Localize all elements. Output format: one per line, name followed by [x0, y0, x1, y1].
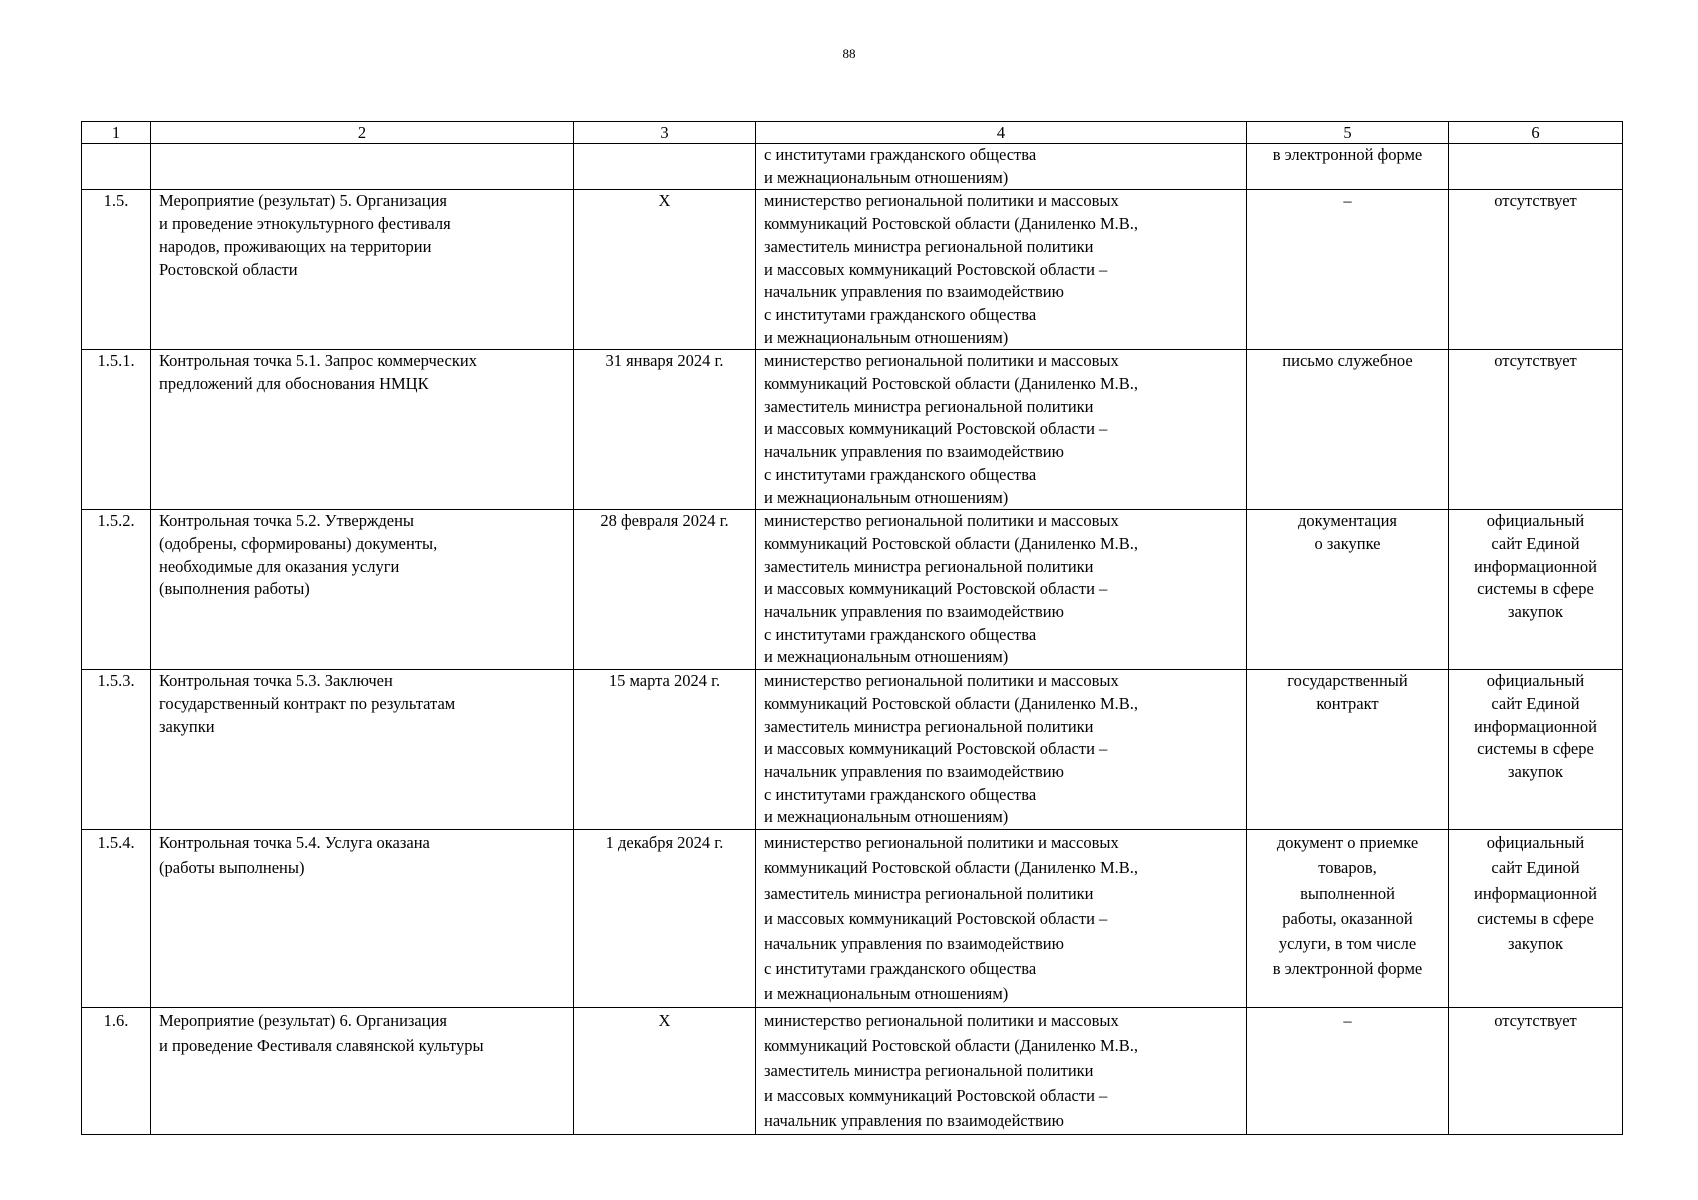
item-document: письмо служебное [1247, 350, 1449, 510]
item-name: Мероприятие (результат) 5. Организация и проведение этнокультурного фестиваля народов, проживающих на территории Ростовской области [151, 190, 574, 350]
item-date: 1 декабря 2024 г. [574, 830, 756, 1007]
item-date: 15 марта 2024 г. [574, 670, 756, 830]
column-header: 2 [151, 122, 574, 144]
column-header: 3 [574, 122, 756, 144]
item-name: Мероприятие (результат) 6. Организация и проведение Фестиваля славянской культуры [151, 1007, 574, 1134]
item-number: 1.5.4. [82, 830, 151, 1007]
item-name: Контрольная точка 5.2. Утверждены (одобрены, сформированы) документы, необходимые для оказания услуги (выполнения работы) [151, 510, 574, 670]
item-info-system: отсутствует [1449, 190, 1623, 350]
item-info-system: отсутствует [1449, 1007, 1623, 1134]
column-number-row [82, 122, 1623, 144]
item-responsible: с институтами гражданского общества и межнациональным отношениям) [756, 144, 1247, 190]
item-name [151, 144, 574, 190]
item-responsible: министерство региональной политики и массовых коммуникаций Ростовской области (Даниленко М.В., заместитель министра региональной политики и массовых коммуникаций Ростовской области – начальник управления по взаимодействию [756, 1007, 1247, 1134]
item-document: документация о закупке [1247, 510, 1449, 670]
item-responsible: министерство региональной политики и массовых коммуникаций Ростовской области (Даниленко М.В., заместитель министра региональной политики и массовых коммуникаций Ростовской области – начальник управления по взаимодействию с институтами гражданского общества и межнациональным отношениям) [756, 510, 1247, 670]
table-row [82, 670, 1623, 830]
item-responsible: министерство региональной политики и массовых коммуникаций Ростовской области (Даниленко М.В., заместитель министра региональной политики и массовых коммуникаций Ростовской области – начальник управления по взаимодействию с институтами гражданского общества и межнациональным отношениям) [756, 190, 1247, 350]
item-document: в электронной форме [1247, 144, 1449, 190]
item-document: государственный контракт [1247, 670, 1449, 830]
item-responsible: министерство региональной политики и массовых коммуникаций Ростовской области (Даниленко М.В., заместитель министра региональной политики и массовых коммуникаций Ростовской области – начальник управления по взаимодействию с институтами гражданского общества и межнациональным отношениям) [756, 670, 1247, 830]
item-info-system [1449, 144, 1623, 190]
item-name: Контрольная точка 5.3. Заключен государственный контракт по результатам закупки [151, 670, 574, 830]
table-row [82, 190, 1623, 350]
column-header: 1 [82, 122, 151, 144]
item-name: Контрольная точка 5.4. Услуга оказана (работы выполнены) [151, 830, 574, 1007]
column-header: 6 [1449, 122, 1623, 144]
item-date: 31 января 2024 г. [574, 350, 756, 510]
table-row [82, 350, 1623, 510]
column-header: 5 [1247, 122, 1449, 144]
item-number [82, 144, 151, 190]
item-name: Контрольная точка 5.1. Запрос коммерческих предложений для обоснования НМЦК [151, 350, 574, 510]
column-header: 4 [756, 122, 1247, 144]
item-date [574, 144, 756, 190]
item-number: 1.5.1. [82, 350, 151, 510]
table-row [82, 1007, 1623, 1134]
item-document: – [1247, 190, 1449, 350]
item-responsible: министерство региональной политики и массовых коммуникаций Ростовской области (Даниленко М.В., заместитель министра региональной политики и массовых коммуникаций Ростовской области – начальник управления по взаимодействию с институтами гражданского общества и межнациональным отношениям) [756, 830, 1247, 1007]
item-number: 1.5.2. [82, 510, 151, 670]
table-row [82, 510, 1623, 670]
item-info-system: официальный сайт Единой информационной системы в сфере закупок [1449, 510, 1623, 670]
page-number: 88 [842, 46, 856, 61]
table-row [82, 830, 1623, 1007]
item-info-system: официальный сайт Единой информационной системы в сфере закупок [1449, 830, 1623, 1007]
item-number: 1.5.3. [82, 670, 151, 830]
item-number: 1.5. [82, 190, 151, 350]
plan-table [81, 121, 1623, 1135]
item-info-system: официальный сайт Единой информационной системы в сфере закупок [1449, 670, 1623, 830]
item-number: 1.6. [82, 1007, 151, 1134]
item-info-system: отсутствует [1449, 350, 1623, 510]
item-document: – [1247, 1007, 1449, 1134]
item-responsible: министерство региональной политики и массовых коммуникаций Ростовской области (Даниленко М.В., заместитель министра региональной политики и массовых коммуникаций Ростовской области – начальник управления по взаимодействию с институтами гражданского общества и межнациональным отношениям) [756, 350, 1247, 510]
table-row [82, 144, 1623, 190]
item-date: Х [574, 1007, 756, 1134]
item-document: документ о приемке товаров, выполненной работы, оказанной услуги, в том числе в электронной форме [1247, 830, 1449, 1007]
item-date: Х [574, 190, 756, 350]
item-date: 28 февраля 2024 г. [574, 510, 756, 670]
